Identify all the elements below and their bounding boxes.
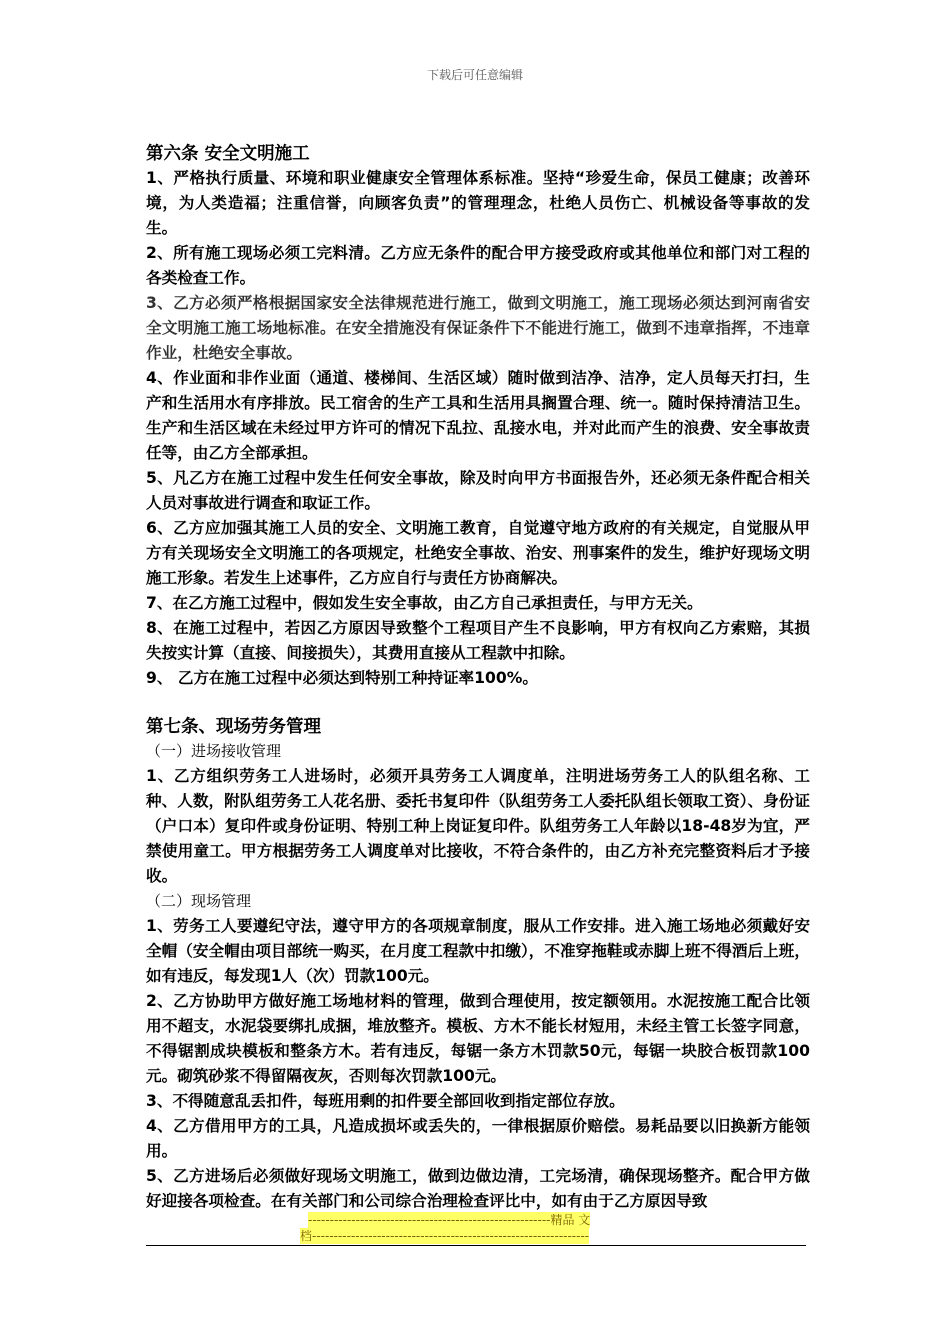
subsection-2-item-4: 4、乙方借用甲方的工具，凡造成损坏或丢失的，一律根据原价赔偿。易耗品要以旧换新方能领用。 — [146, 1117, 810, 1160]
document-body — [146, 142, 810, 1214]
section-6-title: 第六条 安全文明施工 — [146, 144, 310, 164]
subsection-2-item-3: 3、不得随意乱丢扣件，每班用剩的扣件要全部回收到指定部位存放。 — [146, 1092, 625, 1110]
footer-watermark-line-2: 档---------------------------------------------------------------- — [300, 1229, 590, 1243]
subsection-2-title: （二）现场管理 — [146, 892, 252, 910]
section-6-item-7: 7、在乙方施工过程中，假如发生安全事故，由乙方自己承担责任，与甲方无关。 — [146, 594, 703, 612]
section-6-item-5: 5、凡乙方在施工过程中发生任何安全事故，除及时向甲方书面报告外，还必须无条件配合相关人员对事故进行调查和取证工作。 — [146, 469, 810, 512]
section-7-title: 第七条、现场劳务管理 — [146, 717, 321, 737]
subsection-2-item-2: 2、乙方协助甲方做好施工场地材料的管理，做到合理使用，按定额领用。水泥按施工配合比领用不超支，水泥袋要绑扎成捆，堆放整齐。模板、方木不能长材短用，未经主管工长签字同意，不得锯割成块模板和整条方木。若有违反，每锯一条方木罚款50元，每锯一块胶合板罚款100元。砌筑砂浆不得留隔夜灰，否则每次罚款100元。 — [146, 992, 810, 1085]
section-6-item-2: 2、所有施工现场必须工完料清。乙方应无条件的配合甲方接受政府或其他单位和部门对工程的各类检查工作。 — [146, 244, 810, 287]
subsection-1-item-1: 1、乙方组织劳务工人进场时，必须开具劳务工人调度单，注明进场劳务工人的队组名称、工种、人数，附队组劳务工人花名册、委托书复印件（队组劳务工人委托队组长领取工资）、身份证（户口本）复印件或身份证明、特别工种上岗证复印件。队组劳务工人年龄以18-48岁为宜，严禁使用童工。甲方根据劳务工人调度单对比接收，不符合条件的，由乙方补充完整资料后才予接收。 — [146, 767, 810, 885]
section-6-item-1: 1、严格执行质量、环境和职业健康安全管理体系标准。坚持“珍爱生命，保员工健康；改善环境，为人类造福；注重信誉，向顾客负责”的管理理念，杜绝人员伤亡、机械设备等事故的发生。 — [146, 169, 810, 237]
footer-watermark-line-1: --------------------------------------------------------精品 文 — [308, 1213, 591, 1227]
section-6-item-9: 9、 乙方在施工过程中必须达到特别工种持证率100%。 — [146, 669, 538, 687]
footer-divider — [146, 1245, 806, 1246]
subsection-2-item-5: 5、乙方进场后必须做好现场文明施工，做到边做边清，工完场清，确保现场整齐。配合甲方做好迎接各项检查。在有关部门和公司综合治理检查评比中，如有由于乙方原因导致 — [146, 1167, 810, 1210]
subsection-1-title: （一）进场接收管理 — [146, 742, 282, 760]
section-6-item-4: 4、作业面和非作业面（通道、楼梯间、生活区域）随时做到洁净、洁净，定人员每天打扫，生产和生活用水有序排放。民工宿舍的生产工具和生活用具搁置合理、统一。随时保持清洁卫生。生产和生活区域在未经过甲方许可的情况下乱拉、乱接水电，并对此而产生的浪费、安全事故责任等，由乙方全部承担。 — [146, 369, 810, 462]
section-6-item-6: 6、乙方应加强其施工人员的安全、文明施工教育，自觉遵守地方政府的有关规定，自觉服从甲方有关现场安全文明施工的各项规定，杜绝安全事故、治安、刑事案件的发生，维护好现场文明施工形象。若发生上述事件，乙方应自行与责任方协商解决。 — [146, 519, 810, 587]
page-header: 下载后可任意编辑 — [426, 68, 523, 82]
subsection-2-item-1: 1、劳务工人要遵纪守法，遵守甲方的各项规章制度，服从工作安排。进入施工场地必须戴好安全帽（安全帽由项目部统一购买，在月度工程款中扣缴），不准穿拖鞋或赤脚上班不得酒后上班，如有违反，每发现1人（次）罚款100元。 — [146, 917, 810, 985]
section-6-item-8: 8、在施工过程中，若因乙方原因导致整个工程项目产生不良影响，甲方有权向乙方索赔，其损失按实计算（直接、间接损失），其费用直接从工程款中扣除。 — [146, 619, 810, 662]
section-gap — [146, 691, 810, 715]
section-6-item-3: 3、乙方必须严格根据国家安全法律规范进行施工，做到文明施工，施工现场必须达到河南省安全文明施工施工场地标准。在安全措施没有保证条件下不能进行施工，做到不违章指挥，不违章作业，杜绝安全事故。 — [146, 294, 810, 362]
